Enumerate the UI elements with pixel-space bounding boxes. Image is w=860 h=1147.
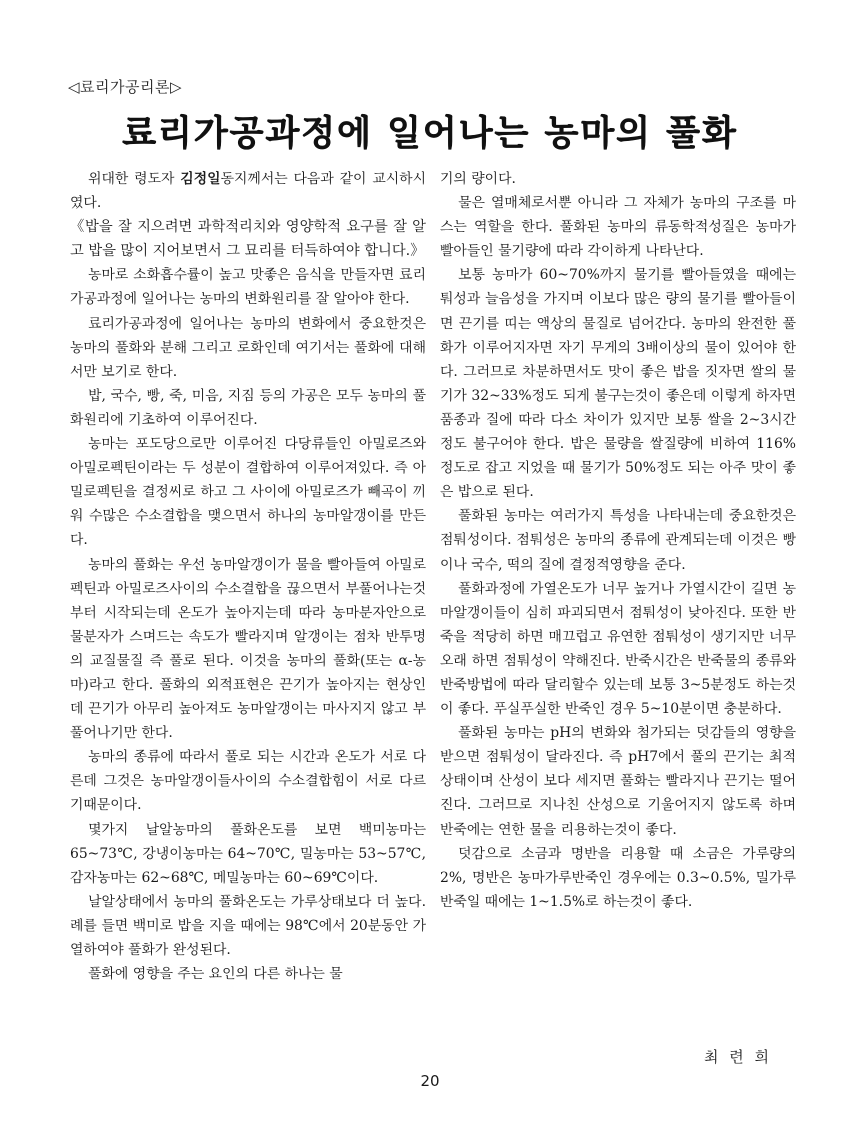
opening-paragraph (70, 167, 426, 215)
body-paragraph: 몇가지 날알농마의 풀화온도를 보면 백미농마는 65~73℃, 강냉이농마는 64~70℃, 밀농마는 53~57℃, 감자농마는 62~68℃, 메밀농마는 60~69℃이다. (70, 821, 426, 886)
body-paragraph: 료리가공과정에 일어나는 농마의 변화에서 중요한것은 농마의 풀화와 분해 그리고 로화인데 여기서는 풀화에 대해서만 보기로 한다. (70, 315, 426, 380)
body-paragraph: 덧감으로 소금과 명반을 리용할 때 소금은 가루량의 2%, 명반은 농마가루반죽인 경우에는 0.3~0.5%, 밀가루반죽일 때에는 1~1.5%로 하는것이 좋다. (440, 845, 796, 910)
opening-text-rest: 동지께서는 다음과 같이 교시하시였다. (70, 171, 426, 212)
body-paragraph: 농마로 소화흡수률이 높고 맛좋은 음식을 만들자면 료리가공과정에 일어나는 농마의 변화원리를 잘 알아야 한다. (70, 267, 426, 308)
page-number: 20 (420, 1072, 440, 1090)
quotation-paragraph: 《밥을 잘 지으려면 과학적리치와 영양학적 요구를 잘 알고 밥을 많이 지어보면서 그 묘리를 터득하여야 합니다.》 (70, 219, 426, 260)
right-column (440, 167, 796, 914)
leader-name: 김정일 (180, 171, 221, 187)
body-paragraph: 날알상태에서 농마의 풀화온도는 가루상태보다 더 높다. 례를 들면 백미로 밥을 지을 때에는 98℃에서 20분동안 가열하여야 풀화가 완성된다. (70, 893, 426, 958)
body-paragraph: 풀화된 농마는 여러가지 특성을 나타내는데 중요한것은 점퉈성이다. 점퉈성은 농마의 종류에 관계되는데 이것은 빵이나 국수, 떡의 질에 결정적영향을 준다. (440, 508, 796, 573)
body-paragraph: 풀화과정에 가열온도가 너무 높거나 가열시간이 길면 농마알갱이들이 심히 파괴되면서 점퉈성이 낮아진다. 또한 반죽을 적당히 하면 매끄럽고 유연한 점퉈성이 생기지만 너무 오래 하면 점퉈성이 약해진다. 반죽시간은 반죽물의 종류와 반죽방법에 따라 달리할수 있는데 보통 3~5분정도 하는것이 좋다. 푸실푸실한 반죽인 경우 5~10분이면 충분하다. (440, 580, 796, 718)
body-paragraph: 보통 농마가 60~70%까지 물기를 빨아들였을 때에는 퉈성과 늘음성을 가지며 이보다 많은 량의 물기를 빨아들이면 끈기를 띠는 액상의 물질로 넘어간다. 농마의 완전한 풀화가 이루어지자면 자기 무게의 3배이상의 물이 있어야 한다. 그러므로 차분하면서도 맛이 좋은 밥을 짓자면 쌀의 물기가 32~33%정도 되게 불구는것이 좋은데 이렇게 하자면 품종과 질에 따라 다소 차이가 있지만 보통 쌀을 2~3시간 정도 불구어야 한다. 밥은 물량을 쌀질량에 비하여 116%정도로 잡고 지었을 때 물기가 50%정도 되는 아주 맛이 좋은 밥으로 된다. (440, 267, 796, 501)
body-paragraph: 농마는 포도당으로만 이루어진 다당류들인 아밀로즈와 아밀로펙틴이라는 두 성분이 결합하여 이루어져있다. 즉 아밀로펙틴을 결정씨로 하고 그 사이에 아밀로즈가 빼곡이 끼워 수많은 수소결합을 맺으면서 하나의 농마알갱이를 만든다. (70, 436, 426, 549)
body-paragraph: 풀화에 영향을 주는 요인의 다른 하나는 물 (88, 966, 343, 983)
body-paragraph: 풀화된 농마는 pH의 변화와 첨가되는 덧감들의 영향을 받으면 점퉈성이 달라진다. 즉 pH7에서 풀의 끈기는 최적상태이며 산성이 보다 세지면 풀화는 빨라지나 끈기는 떨어진다. 그러므로 지나친 산성으로 기울어지지 않도록 하며 반죽에는 연한 물을 리용하는것이 좋다. (440, 725, 796, 838)
body-paragraph: 밥, 국수, 빵, 죽, 미음, 지짐 등의 가공은 모두 농마의 풀화원리에 기초하여 이루어진다. (70, 387, 426, 428)
body-paragraph: 농마의 종류에 따라서 풀로 되는 시간과 온도가 서로 다른데 그것은 농마알갱이들사이의 수소결합힘이 서로 다르기때문이다. (70, 749, 426, 814)
body-paragraph: 물은 열매체로서뿐 아니라 그 자체가 농마의 구조를 마스는 역할을 한다. 풀화된 농마의 류동학적성질은 농마가 빨아들인 물기량에 따라 각이하게 나타난다. (440, 195, 796, 260)
article-title: 료리가공과정에 일어나는 농마의 풀화 (122, 113, 738, 154)
left-column (70, 167, 426, 986)
body-paragraph: 농마의 풀화는 우선 농마알갱이가 물을 빨아들여 아밀로펙틴과 아밀로즈사이의 수소결합을 끊으면서 부풀어나는것부터 시작되는데 온도가 높아지는데 따라 농마분자안으로 물분자가 스며드는 속도가 빨라지며 알갱이는 점차 반투명의 교질물질 즉 풀로 된다. 이것을 농마의 풀화(또는 α-농마)라고 한다. 풀화의 외적표현은 끈기가 높아지는 현상인데 끈기가 아무리 높아져도 농마알갱이는 마사지지 않고 부풀어나기만 한다. (70, 556, 426, 742)
opening-text: 위대한 령도자 (88, 171, 181, 187)
section-label: ◁료리가공리론▷ (68, 78, 183, 96)
body-paragraph: 기의 량이다. (440, 171, 516, 187)
author-signature: 최 련 희 (703, 1048, 772, 1066)
